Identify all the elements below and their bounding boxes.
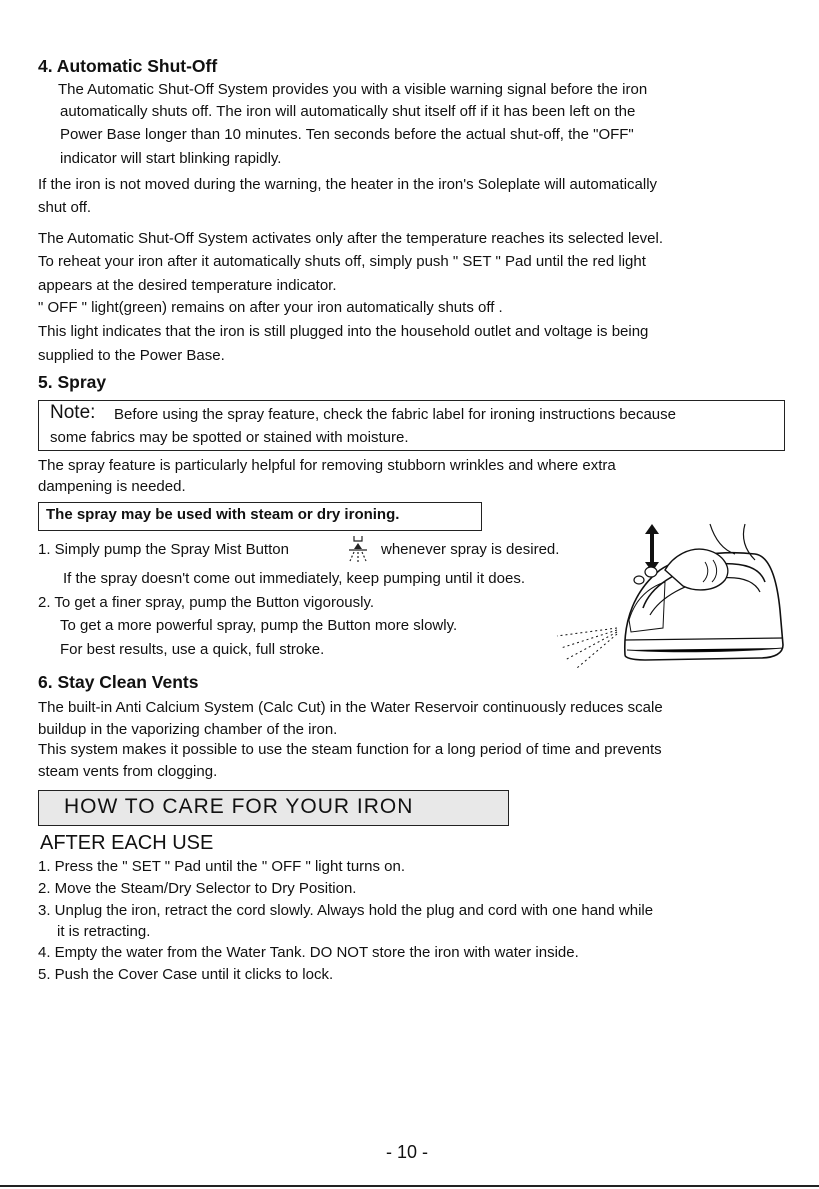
- sec4-line: appears at the desired temperature indicator.: [38, 277, 337, 294]
- spray-step: 1. Simply pump the Spray Mist Button: [38, 541, 289, 558]
- bottom-rule: [0, 1185, 819, 1187]
- note-text: Before using the spray feature, check the fabric label for ironing instructions because: [114, 406, 676, 423]
- spray-step: 2. To get a finer spray, pump the Button vigorously.: [38, 594, 375, 611]
- spray-mist-button-icon: [345, 534, 371, 564]
- note-label: Note:: [50, 402, 96, 423]
- sec5-line: dampening is needed.: [38, 478, 186, 495]
- section-4-title: 4. Automatic Shut-Off: [38, 56, 218, 76]
- sec4-line: indicator will start blinking rapidly.: [60, 150, 282, 167]
- care-item: 1. Press the " SET " Pad until the " OFF " light turns on.: [38, 858, 406, 875]
- care-item: 4. Empty the water from the Water Tank. DO NOT store the iron with water inside.: [38, 944, 579, 961]
- sec4-line: automatically shuts off. The iron will automatically shut itself off if it has been left on the: [60, 103, 636, 120]
- care-item: 2. Move the Steam/Dry Selector to Dry Position.: [38, 880, 357, 897]
- spray-step: If the spray doesn't come out immediately, keep pumping until it does.: [63, 570, 525, 587]
- sec6-line: steam vents from clogging.: [38, 763, 218, 780]
- sec4-line: To reheat your iron after it automatically shuts off, simply push " SET " Pad until the red light: [38, 253, 646, 270]
- section-5-title: 5. Spray: [38, 372, 107, 392]
- spray-step: For best results, use a quick, full stroke.: [60, 641, 325, 658]
- spray-step: To get a more powerful spray, pump the Button more slowly.: [60, 617, 458, 634]
- care-item: it is retracting.: [57, 923, 151, 940]
- care-title: HOW TO CARE FOR YOUR IRON: [64, 795, 414, 818]
- spray-boxed-text: The spray may be used with steam or dry ironing.: [46, 506, 400, 523]
- sec6-line: The built-in Anti Calcium System (Calc Cut) in the Water Reservoir continuously reduces scale: [38, 699, 663, 716]
- sec4-line: supplied to the Power Base.: [38, 347, 225, 364]
- section-6-title: 6. Stay Clean Vents: [38, 672, 199, 692]
- sec4-line: " OFF " light(green) remains on after your iron automatically shuts off .: [38, 299, 503, 316]
- spray-step: whenever spray is desired.: [381, 541, 560, 558]
- after-each-use-heading: AFTER EACH USE: [40, 832, 214, 854]
- care-item: 3. Unplug the iron, retract the cord slowly. Always hold the plug and cord with one hand while: [38, 902, 654, 919]
- sec4-line: The Automatic Shut-Off System activates only after the temperature reaches its selected level.: [38, 230, 664, 247]
- sec4-line: shut off.: [38, 199, 92, 216]
- sec6-line: buildup in the vaporizing chamber of the iron.: [38, 721, 338, 738]
- pump-arrow-icon: [645, 524, 659, 572]
- sec4-line: This light indicates that the iron is still plugged into the household outlet and voltage is being: [38, 323, 649, 340]
- sec4-line: Power Base longer than 10 minutes. Ten seconds before the actual shut-off, the "OFF": [60, 126, 634, 143]
- sec6-line: This system makes it possible to use the steam function for a long period of time and prevents: [38, 741, 662, 758]
- page-number: - 10 -: [386, 1142, 429, 1162]
- sec5-line: The spray feature is particularly helpful for removing stubborn wrinkles and where extra: [38, 457, 616, 474]
- sec4-line: The Automatic Shut-Off System provides you with a visible warning signal before the iron: [58, 81, 648, 98]
- iron-spray-illustration: [555, 520, 805, 670]
- care-item: 5. Push the Cover Case until it clicks to lock.: [38, 966, 334, 983]
- sec4-line: If the iron is not moved during the warning, the heater in the iron's Soleplate will automatically: [38, 176, 658, 193]
- note-text: some fabrics may be spotted or stained with moisture.: [50, 429, 409, 446]
